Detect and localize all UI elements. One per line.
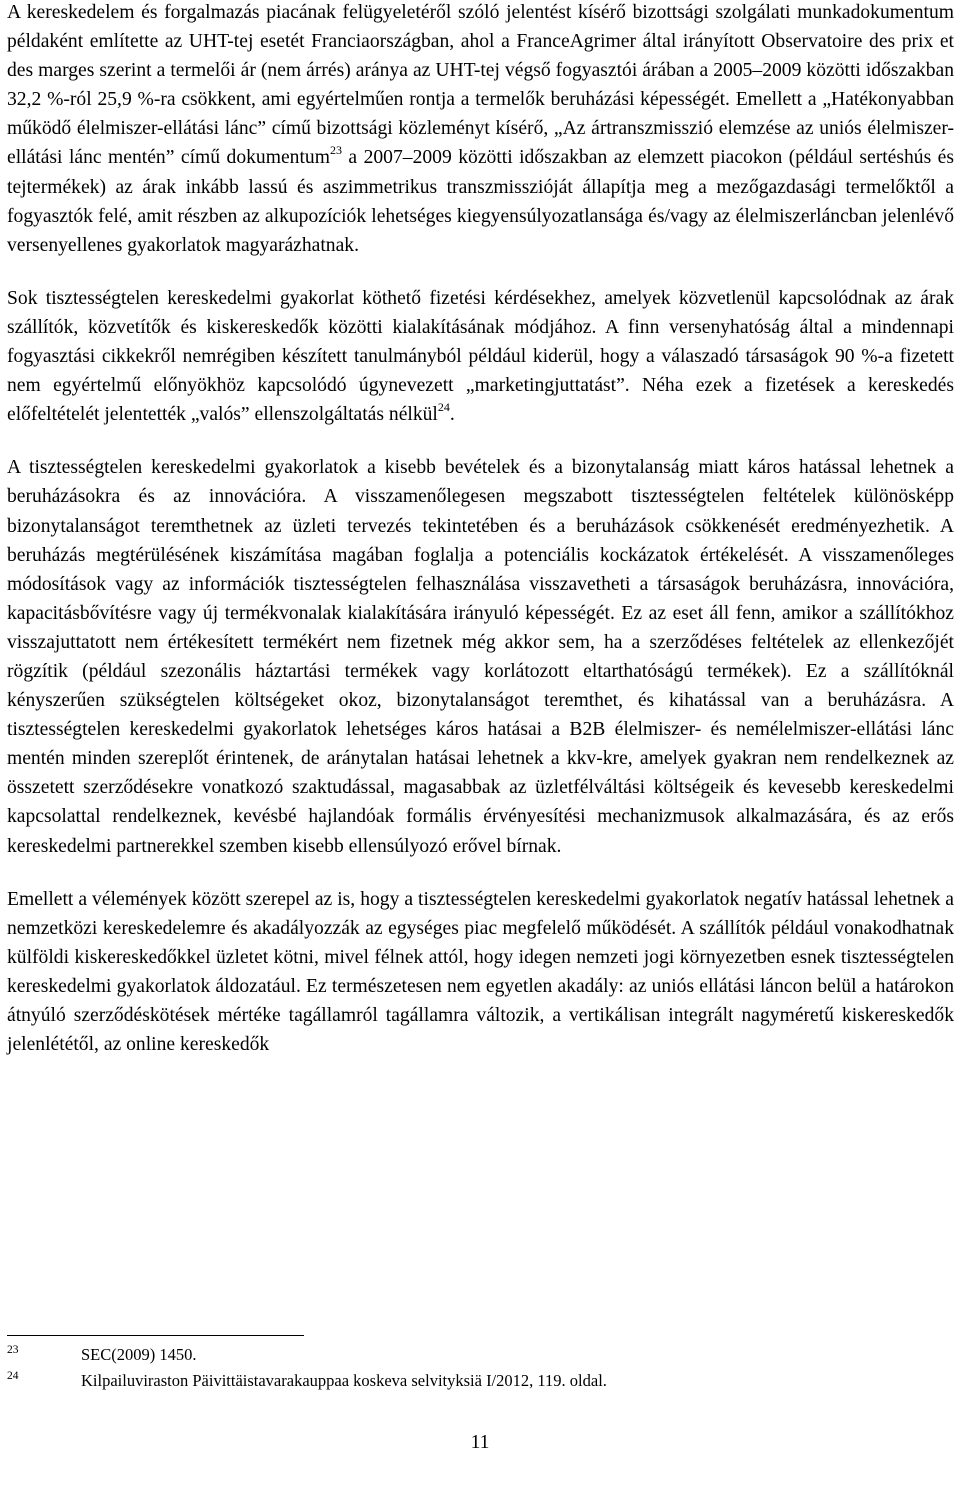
footnote-ref-23[interactable]: 23: [329, 143, 342, 158]
footnote-23: [7, 1342, 954, 1368]
footnotes: [7, 1342, 954, 1394]
page-number: 11: [470, 1432, 490, 1453]
paragraph-text: a 2007–2009 közötti időszakban az elemzett piacokon (például sertéshús és tejtermékek) az árak inkább lassú és aszimmetrikus transzmisszióját állapítja meg a mezőgazdasági termelőktől a fogyasztók felé, amit részben az alkupozíciók lehetséges kiegyensúlyozatlansága és/vagy az élelmiszerláncban jelenlévő versenyellenes gyakorlatok magyarázhatnak.: [7, 147, 954, 256]
paragraph-payment-issues: [7, 284, 954, 429]
paragraph-text: .: [449, 404, 455, 426]
footnote-text: SEC(2009) 1450.: [81, 1345, 197, 1364]
footnote-separator: [7, 1335, 304, 1336]
footnote-number: 23: [7, 1344, 19, 1356]
footnote-number: 24: [7, 1370, 19, 1382]
paragraph-uht-milk: [7, 0, 954, 260]
paragraph-internal-market: [7, 885, 954, 1060]
footnote-text: Kilpailuviraston Päivittäistavarakauppaa koskeva selvityksiä I/2012, 119. oldal.: [81, 1371, 607, 1390]
paragraph-investment-impact: [7, 453, 954, 860]
paragraph-text: Sok tisztességtelen kereskedelmi gyakorlat köthető fizetési kérdésekhez, amelyek közvetlenül kapcsolódnak az árak szállítók, közvetítők és kiskereskedők közötti kialakításának módjához. A finn versenyhatóság által a mindennapi fogyasztási cikkekről nemrégiben készített tanulmányból például kiderül, hogy a válaszadó társaságok 90 %-a fizetett nem egyértelmű előnyökhöz kapcsolódó úgynevezett „marketingjuttatást”. Néha ezek a fizetések a kereskedés előfeltételét jelentették „valós” ellenszolgáltatás nélkül: [7, 287, 954, 426]
paragraph-text: A tisztességtelen kereskedelmi gyakorlatok a kisebb bevételek és a bizonytalanság miatt káros hatással lehetnek a beruházásokra és az innovációra. A visszamenőlegesen megszabott tisztességtelen feltételek különösképp bizonytalanságot teremthetnek az üzleti tervezés tekintetében és a beruházások csökkenését eredményezhetik. A beruházás megtérülésének kiszámítása magában foglalja a potenciális kockázatok értékelését. A visszamenőleges módosítások vagy az információk tisztességtelen felhasználása visszavetheti a társaságok beruházásra, innovációra, kapacitásbővítésre vagy új termékvonalak kialakítására irányuló képességét. Ez az eset áll fenn, amikor a szállítókhoz visszajuttatott nem értékesített termékért nem fizetnek még akkor sem, ha a szerződéses feltételek az ellenkezőjét rögzítik (például szezonális háztartási termékek vagy korlátozott eltarthatóságú termékek). Ez a szállítóknál kényszerűen szükségtelen költségeket okoz, bizonytalanságot teremthet, és kihatással van a beruházásra. A tisztességtelen kereskedelmi gyakorlatok lehetséges káros hatásai a B2B élelmiszer- és nemélelmiszer-ellátási lánc mentén minden szereplőt érintenek, de aránytalan hatásai lehetnek a kkv-kre, amelyek gyakran nem rendelkeznek az összetett szerződésekre vonatkozó szaktudással, magasabbak az üzletfélváltási költségeik és kevesebb kereskedelmi kapcsolattal rendelkeznek, kevésbé hajlandóak formális érvényesítési mechanizmusok alkalmazására, és az erős kereskedelmi partnerekkel szemben kisebb ellensúlyozó erővel bírnak.: [7, 457, 954, 857]
document-page: [7, 0, 954, 1059]
paragraph-text: A kereskedelem és forgalmazás piacának felügyeletéről szóló jelentést kísérő bizottsági szolgálati munkadokumentum példaként említette az UHT-tej esetét Franciaországban, ahol a FranceAgrimer által irányított Observatoire des prix et des marges szerint a termelői ár (nem árrés) aránya az UHT-tej végső fogyasztói árában a 2005–2009 közötti időszakban 32,2 %-ról 25,9 %-ra csökkent, ami egyértelműen rontja a termelők beruházási képességét. Emellett a „Hatékonyabban működő élelmiszer-ellátási lánc” című bizottsági közleményt kísérő, „Az ártranszmisszió elemzése az uniós élelmiszer-ellátási lánc mentén” című dokumentum: [7, 2, 954, 169]
footnote-ref-24[interactable]: 24: [437, 400, 450, 415]
footnote-24: [7, 1368, 954, 1394]
paragraph-text: Emellett a vélemények között szerepel az is, hogy a tisztességtelen kereskedelmi gyakorlatok negatív hatással lehetnek a nemzetközi kereskedelemre és akadályozzák az egységes piac megfelelő működését. A szállítók például vonakodhatnak külföldi kiskereskedőkkel üzletet kötni, mivel félnek attól, hogy idegen nemzeti jogi környezetben esnek tisztességtelen kereskedelmi gyakorlatok áldozatául. Ez természetesen nem egyetlen akadály: az uniós ellátási láncon belül a határokon átnyúló szerződéskötések mértéke tagállamról tagállamra változik, a vertikálisan integrált nagyméretű kiskereskedők jelenlététől, az online kereskedők: [7, 888, 954, 1056]
